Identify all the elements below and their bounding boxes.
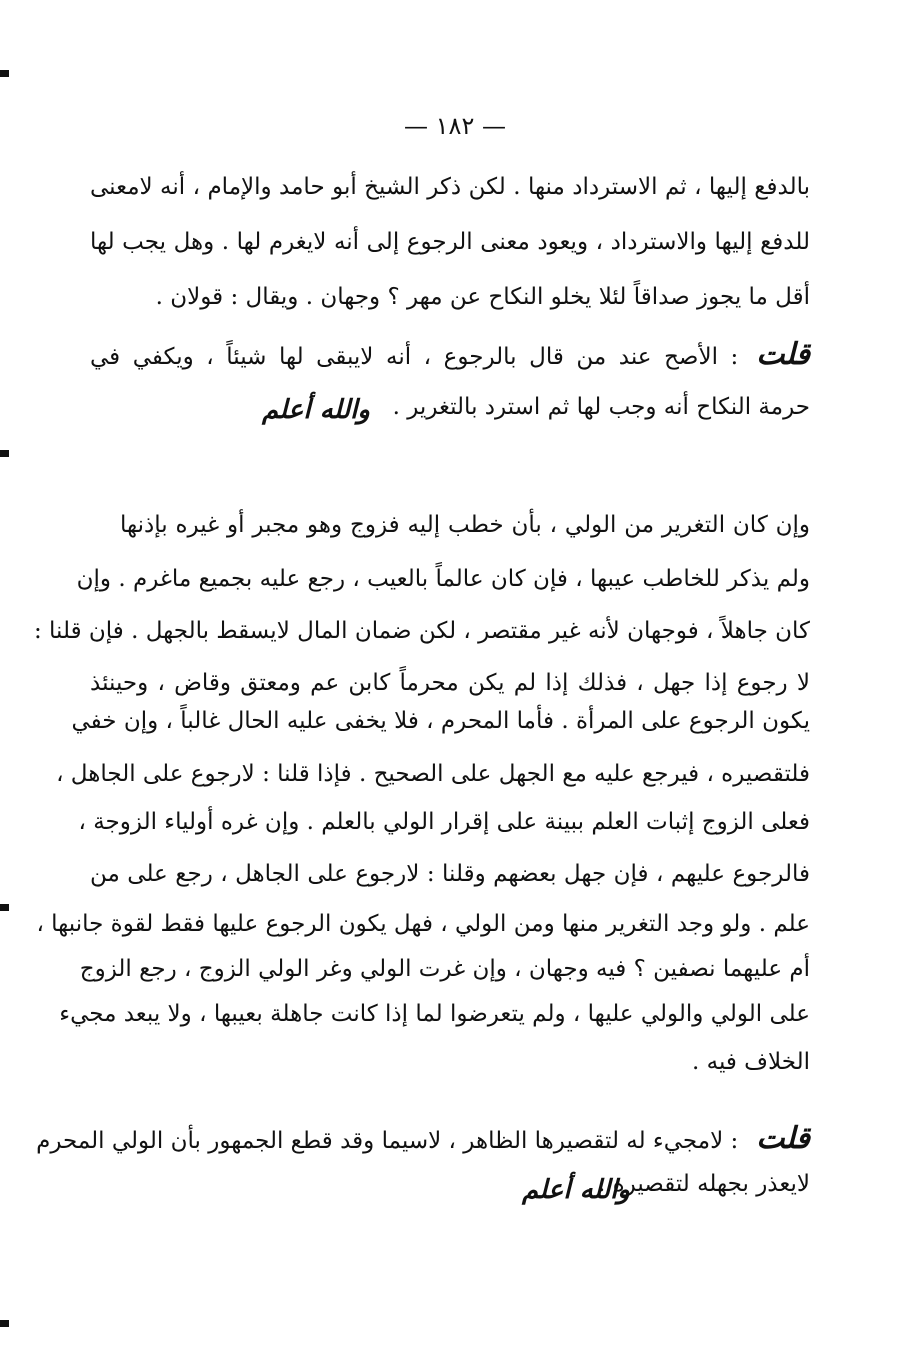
closing-formula: والله أعلم — [522, 1175, 630, 1205]
text-line: علم . ولو وجد التغرير منها ومن الولي ، فهل يكون الرجوع عليها فقط لقوة جانبها ، — [36, 911, 810, 937]
margin-mark — [0, 70, 9, 77]
text-line: فعلى الزوج إثبات العلم ببينة على إقرار الولي بالعلم . وإن غره أولياء الزوجة ، — [78, 809, 810, 835]
closing-formula: والله أعلم — [262, 395, 370, 425]
text-line: لا رجوع إذا جهل ، فذلك إذا لم يكن محرماً كابن عم ومعتق وقاض ، وحينئذ — [90, 670, 810, 696]
margin-mark — [0, 450, 9, 457]
text-line: للدفع إليها والاسترداد ، ويعود معنى الرجوع إلى أنه لايغرم لها . وهل يجب لها — [90, 229, 810, 255]
note-text: : الأصح عند من قال بالرجوع ، أنه لايبقى لها شيئاً ، ويكفي في — [90, 344, 739, 370]
note-label: قلت — [756, 337, 810, 372]
text-line: على الولي والولي عليها ، ولم يتعرضوا لما إذا كانت جاهلة بعيبها ، ولا يبعد مجيء — [59, 1001, 810, 1027]
text-line: فلتقصيره ، فيرجع عليه مع الجهل على الصحيح . فإذا قلنا : لارجوع على الجاهل ، — [56, 761, 810, 787]
text-line: بالدفع إليها ، ثم الاسترداد منها . لكن ذكر الشيخ أبو حامد والإمام ، أنه لامعنى — [90, 174, 810, 200]
text-line: كان جاهلاً ، فوجهان لأنه غير مقتصر ، لكن ضمان المال لايسقط بالجهل . فإن قلنا : — [33, 618, 810, 644]
page-number: — ١٨٢ — — [404, 112, 506, 140]
text-line: يكون الرجوع على المرأة . فأما المحرم ، فلا يخفى عليه الحال غالباً ، وإن خفي — [71, 708, 810, 734]
text-line: أقل ما يجوز صداقاً لئلا يخلو النكاح عن مهر ؟ وجهان . ويقال : قولان . — [155, 284, 810, 310]
note-first-line — [36, 1121, 810, 1158]
note-label: قلت — [756, 1121, 810, 1156]
text-line: ولم يذكر للخاطب عيبها ، فإن كان عالماً بالعيب ، رجع عليه بجميع ماغرم . وإن — [76, 566, 810, 592]
margin-mark — [0, 904, 9, 911]
text-line: حرمة النكاح أنه وجب لها ثم استرد بالتغرير . — [392, 394, 810, 420]
text-line: فالرجوع عليهم ، فإن جهل بعضهم وقلنا : لارجوع على الجاهل ، رجع على من — [90, 861, 810, 887]
paragraph-first-line: وإن كان التغرير من الولي ، بأن خطب إليه فزوج وهو مجبر أو غيره بإذنها — [120, 512, 810, 538]
note-first-line — [90, 338, 810, 374]
text-line: الخلاف فيه . — [691, 1049, 810, 1075]
note-text: : لامجيء له لتقصيرها الظاهر ، لاسيما وقد قطع الجمهور بأن الولي المحرم — [36, 1128, 739, 1154]
text-line: أم عليهما نصفين ؟ فيه وجهان ، وإن غرت الولي وغر الولي الزوج ، رجع الزوج — [79, 956, 810, 982]
text-line: لايعذر بجهله لتقصيره . — [597, 1171, 810, 1197]
margin-mark — [0, 1320, 9, 1327]
